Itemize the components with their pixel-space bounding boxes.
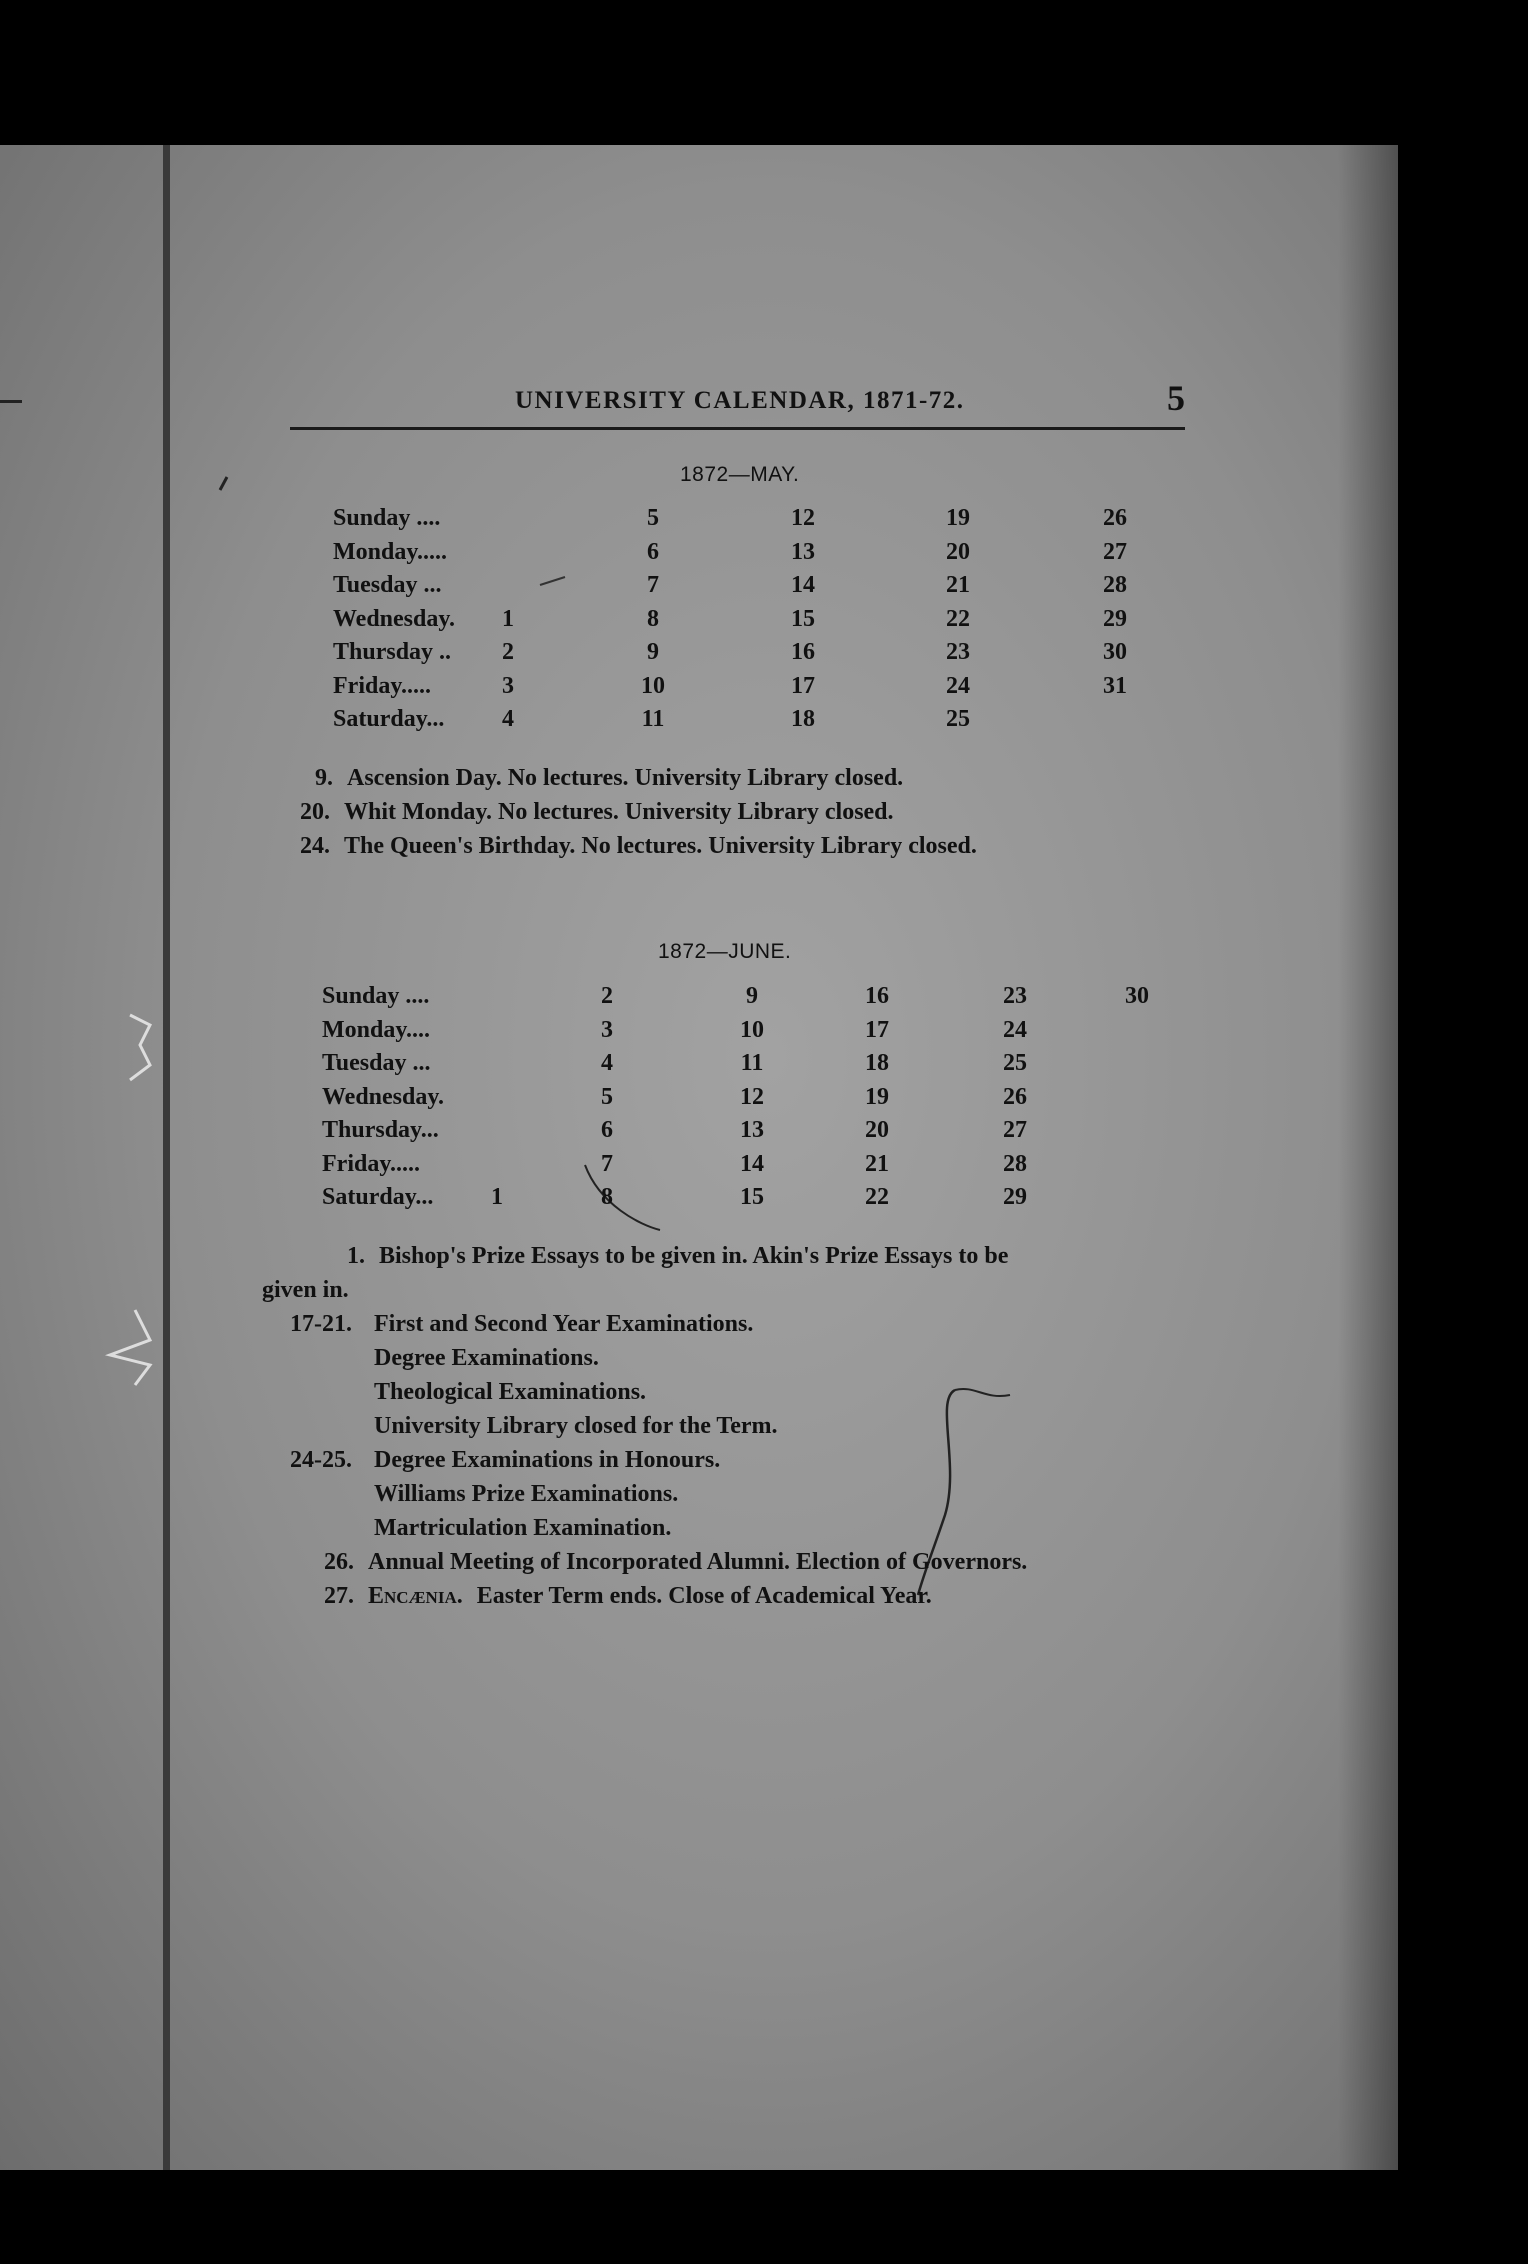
weekday-label: Wednesday. <box>322 1083 445 1110</box>
note-text: Whit Monday. No lectures. University Library closed. <box>344 799 894 825</box>
june-note-3-line: Williams Prize Examinations. <box>374 1481 679 1507</box>
date-cell: 12 <box>740 1083 764 1110</box>
date-cell: 4 <box>502 706 514 732</box>
date-cell: 13 <box>740 1117 764 1143</box>
date-cell: 21 <box>865 1150 889 1177</box>
june-note-1-cont: given in. <box>262 1277 349 1303</box>
date-cell: 9 <box>746 983 758 1009</box>
may-note-1 <box>315 765 903 792</box>
note-text: The Queen's Birthday. No lectures. University Library closed. <box>344 833 977 859</box>
date-cell: 28 <box>1103 572 1127 598</box>
date-cell: 23 <box>1003 983 1027 1009</box>
note-num: 27. <box>324 1583 354 1609</box>
june-note-2-line: First and Second Year Examinations. <box>374 1311 754 1337</box>
june-note-2-num: 17-21. <box>290 1311 352 1337</box>
header-title: UNIVERSITY CALENDAR, 1871-72. <box>515 387 965 414</box>
note-num: 9. <box>315 765 333 791</box>
date-cell: 31 <box>1103 672 1127 699</box>
date-cell: 29 <box>1103 605 1127 632</box>
date-cell: 16 <box>865 983 889 1009</box>
date-cell: 27 <box>1003 1117 1027 1143</box>
date-cell: 1 <box>491 1184 503 1210</box>
date-cell: 13 <box>791 538 815 565</box>
weekday-label: Saturday... <box>333 706 445 732</box>
date-cell: 30 <box>1103 639 1127 665</box>
weekday-label: Friday..... <box>322 1150 421 1177</box>
encaenia-word: Encænia. <box>368 1583 463 1609</box>
date-cell: 28 <box>1003 1150 1027 1177</box>
june-note-5 <box>324 1583 932 1610</box>
weekday-label: Sunday .... <box>333 505 441 531</box>
date-cell: 29 <box>1003 1184 1027 1210</box>
date-cell: 8 <box>601 1184 613 1210</box>
calendar-row <box>333 606 1163 640</box>
date-cell: 6 <box>601 1117 613 1143</box>
date-cell: 2 <box>502 639 514 665</box>
weekday-label: Thursday... <box>322 1117 439 1143</box>
calendar-row <box>333 706 1163 740</box>
calendar-row <box>322 983 1172 1017</box>
date-cell: 15 <box>740 1184 764 1210</box>
june-title: 1872—JUNE. <box>658 940 792 963</box>
date-cell: 11 <box>641 706 665 732</box>
note-num: 20. <box>300 799 330 825</box>
calendar-row <box>322 1017 1172 1051</box>
note-num: 24. <box>300 833 330 859</box>
weekday-label: Wednesday. <box>333 605 456 632</box>
weekday-label: Tuesday ... <box>333 572 442 598</box>
date-cell: 4 <box>601 1050 613 1076</box>
date-cell: 18 <box>865 1050 889 1076</box>
date-cell: 25 <box>946 706 970 732</box>
date-cell: 18 <box>791 706 815 732</box>
date-cell: 26 <box>1103 505 1127 531</box>
calendar-row <box>333 639 1163 673</box>
date-cell: 10 <box>641 672 665 699</box>
june-note-2-line: Theological Examinations. <box>374 1379 647 1405</box>
date-cell: 19 <box>865 1083 889 1110</box>
date-cell: 5 <box>647 505 659 531</box>
date-cell: 7 <box>647 572 659 598</box>
june-note-3-num: 24-25. <box>290 1447 352 1473</box>
date-cell: 22 <box>865 1184 889 1210</box>
weekday-label: Sunday .... <box>322 983 430 1009</box>
june-note-3-line: Martriculation Examination. <box>374 1515 672 1541</box>
weekday-label: Friday..... <box>333 672 432 699</box>
date-cell: 24 <box>1003 1016 1027 1043</box>
date-cell: 19 <box>946 505 970 531</box>
may-note-3 <box>300 833 977 860</box>
may-title: 1872—MAY. <box>680 463 800 486</box>
weekday-label: Saturday... <box>322 1184 434 1210</box>
june-note-1 <box>347 1243 1008 1270</box>
date-cell: 17 <box>865 1016 889 1043</box>
calendar-row <box>333 572 1163 606</box>
date-cell: 21 <box>946 572 970 598</box>
weekday-label: Monday..... <box>333 538 448 565</box>
calendar-row <box>333 539 1163 573</box>
weekday-label: Tuesday ... <box>322 1050 431 1076</box>
scanned-page <box>0 145 1398 2170</box>
calendar-row <box>322 1117 1172 1151</box>
note-num: 1. <box>347 1243 365 1269</box>
date-cell: 15 <box>791 605 815 632</box>
calendar-row <box>333 673 1163 707</box>
date-cell: 2 <box>601 983 613 1009</box>
date-cell: 27 <box>1103 538 1127 565</box>
date-cell: 23 <box>946 639 970 665</box>
date-cell: 20 <box>946 538 970 565</box>
note-text: Bishop's Prize Essays to be given in. Akin's Prize Essays to be <box>379 1243 1009 1269</box>
note-num: 26. <box>324 1549 354 1575</box>
may-calendar <box>333 505 1163 740</box>
date-cell: 14 <box>791 572 815 598</box>
date-cell: 22 <box>946 605 970 632</box>
date-cell: 14 <box>740 1150 764 1177</box>
date-cell: 17 <box>791 672 815 699</box>
date-cell: 12 <box>791 505 815 531</box>
date-cell: 30 <box>1125 983 1149 1009</box>
calendar-row <box>322 1050 1172 1084</box>
note-text: Annual Meeting of Incorporated Alumni. Election of Governors. <box>368 1549 1028 1575</box>
date-cell: 16 <box>791 639 815 665</box>
june-note-2-line: Degree Examinations. <box>374 1345 599 1371</box>
june-note-4 <box>324 1549 1027 1576</box>
date-cell: 25 <box>1003 1050 1027 1076</box>
date-cell: 9 <box>647 639 659 665</box>
date-cell: 10 <box>740 1016 764 1043</box>
calendar-row <box>333 505 1163 539</box>
date-cell: 6 <box>647 538 659 565</box>
date-cell: 3 <box>502 672 514 699</box>
weekday-label: Monday.... <box>322 1016 431 1043</box>
date-cell: 3 <box>601 1016 613 1043</box>
date-cell: 20 <box>865 1117 889 1143</box>
date-cell: 24 <box>946 672 970 699</box>
calendar-row <box>322 1084 1172 1118</box>
calendar-row <box>322 1184 1172 1218</box>
page-number: 5 <box>1167 378 1185 418</box>
date-cell: 1 <box>502 605 514 632</box>
june-note-2-line: University Library closed for the Term. <box>374 1413 778 1439</box>
date-cell: 26 <box>1003 1083 1027 1110</box>
date-cell: 11 <box>740 1050 764 1076</box>
calendar-row <box>322 1151 1172 1185</box>
date-cell: 5 <box>601 1083 613 1110</box>
june-note-3-line: Degree Examinations in Honours. <box>374 1447 721 1473</box>
date-cell: 7 <box>601 1150 613 1177</box>
weekday-label: Thursday .. <box>333 639 452 665</box>
may-note-2 <box>300 799 894 826</box>
note-text: Ascension Day. No lectures. University Library closed. <box>347 765 904 791</box>
running-header <box>290 377 1185 430</box>
june-calendar <box>322 983 1172 1218</box>
note-text: Easter Term ends. Close of Academical Year. <box>476 1583 932 1609</box>
date-cell: 8 <box>647 605 659 632</box>
